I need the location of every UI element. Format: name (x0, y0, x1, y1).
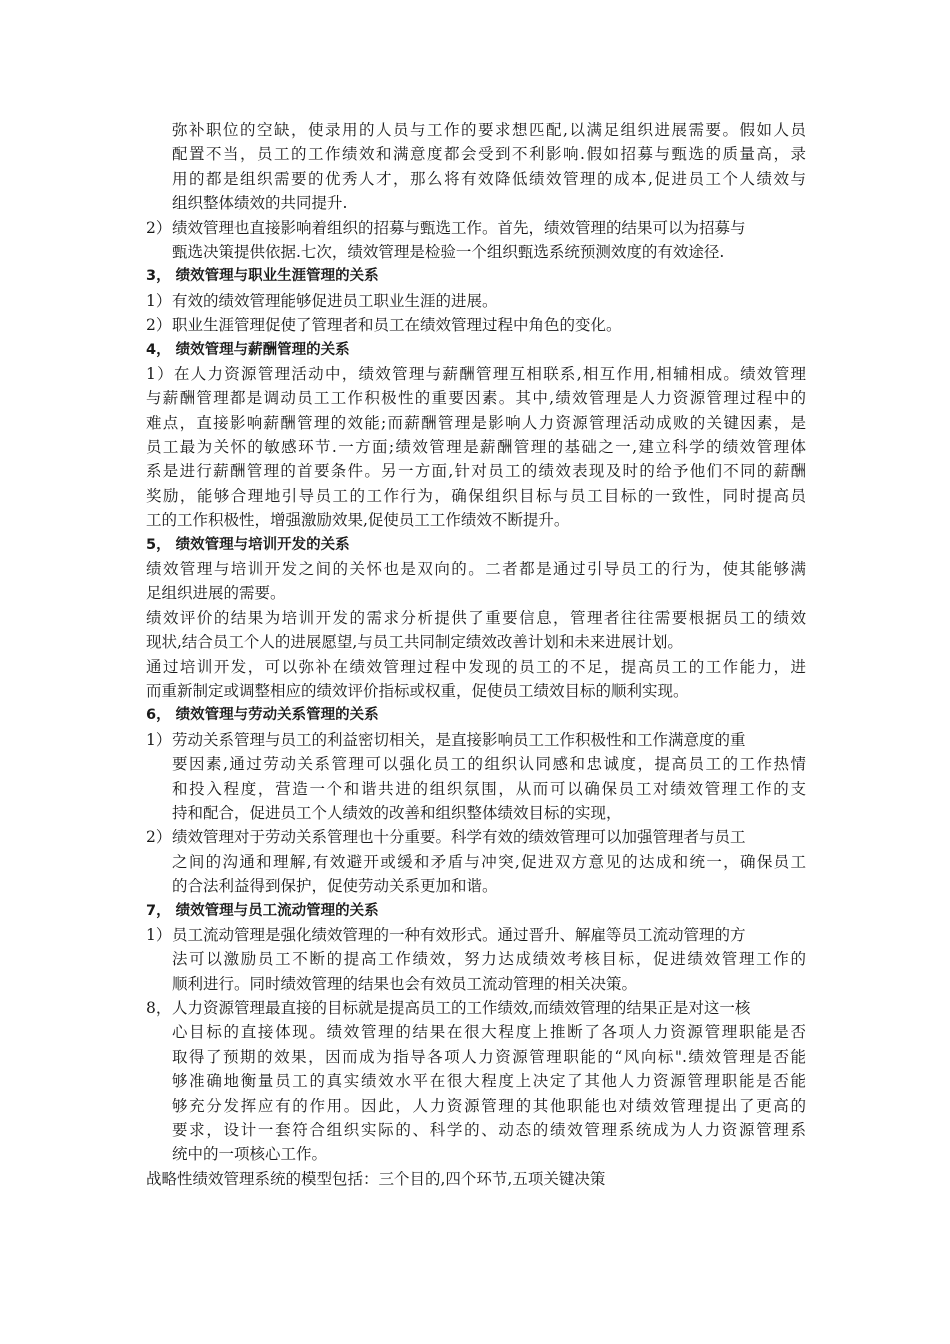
list-item (146, 825, 806, 849)
paragraph-line: 而重新制定或调整相应的绩效评价指标或权重，促使员工绩效目标的顺利实现。 (146, 681, 689, 700)
list-number: 2） (146, 316, 172, 335)
list-item-text: 绩效管理对于劳动关系管理也十分重要。科学有效的绩效管理可以加强管理者与员工 (172, 828, 746, 847)
paragraph-line: 员工最为关怀的敏感环节.一方面;绩效管理是薪酬管理的基础之一,建立科学的绩效管理体 (146, 438, 806, 457)
paragraph-line: 配置不当，员工的工作绩效和满意度都会受到不利影响.假如招募与甄选的质量高，录 (172, 145, 806, 164)
paragraph-line: 持和配合，促进员工个人绩效的改善和组织整体绩效目标的实现， (172, 803, 622, 822)
paragraph-line: 绩效评价的结果为培训开发的需求分析提供了重要信息，管理者往往需要根据员工的绩效 (146, 608, 806, 627)
paragraph-line: 组织整体绩效的共同提升. (172, 194, 348, 213)
list-number: 1） (146, 730, 172, 749)
paragraph-line: 战略性绩效管理系统的模型包括：三个目的,四个环节,五项关键决策 (146, 1169, 606, 1188)
list-item (146, 289, 806, 313)
paragraph-line: 要因素,通过劳动关系管理可以强化员工的组织认同感和忠诚度，提高员工的工作热情 (172, 755, 806, 774)
list-item (146, 728, 806, 752)
paragraph-line: 顺利进行。同时绩效管理的结果也会有效员工流动管理的相关决策。 (172, 974, 638, 993)
list-item-text: 员工流动管理是强化绩效管理的一种有效形式。通过晋升、解雇等员工流动管理的方 (172, 925, 746, 944)
paragraph-line: 要求，设计一套符合组织实际的、科学的、动态的绩效管理系统成为人力资源管理系 (172, 1121, 806, 1140)
section-heading: 3， 绩效管理与职业生涯管理的关系 (146, 268, 379, 285)
paragraph-line: 现状,结合员工个人的进展愿望,与员工共同制定绩效改善计划和未来进展计划。 (146, 633, 683, 652)
paragraph-line: 和投入程度，营造一个和谐共进的组织氛围，从而可以确保员工对绩效管理工作的支 (172, 779, 806, 798)
section-heading: 5， 绩效管理与培训开发的关系 (146, 536, 350, 553)
paragraph-line: 法可以激励员工不断的提高工作绩效，努力达成绩效考核目标，促进绩效管理工作的 (172, 950, 806, 969)
paragraph-line: 通过培训开发，可以弥补在绩效管理过程中发现的员工的不足，提高员工的工作能力，进 (146, 657, 806, 676)
paragraph-line: 之间的沟通和理解,有效避开或缓和矛盾与冲突,促进双方意见的达成和统一，确保员工 (172, 852, 806, 871)
list-item (146, 996, 806, 1020)
list-number: 8， (146, 999, 172, 1018)
paragraph-line: 心目标的直接体现。绩效管理的结果在很大程度上推断了各项人力资源管理职能是否 (172, 1023, 806, 1042)
paragraph-line: 绩效管理与培训开发之间的关怀也是双向的。二者都是通过引导员工的行为，使其能够满 (146, 560, 806, 579)
paragraph-line: 工的工作积极性，增强激励效果,促使员工工作绩效不断提升。 (146, 511, 570, 530)
paragraph-line: 1）在人力资源管理活动中，绩效管理与薪酬管理互相联系,相互作用,相辅相成。绩效管理 (146, 364, 806, 383)
list-item (146, 313, 806, 337)
paragraph-line: 系是进行薪酬管理的首要条件。另一方面,针对员工的绩效表现及时的给予他们不同的薪酬 (146, 462, 806, 481)
paragraph-line: 弥补职位的空缺，使录用的人员与工作的要求想匹配,以满足组织进展需要。假如人员 (172, 121, 806, 139)
paragraph-line: 够准确地衡量员工的真实绩效水平在很大程度上决定了其他人力资源管理职能是否能 (172, 1072, 806, 1091)
paragraph-line: 奖励，能够合理地引导员工的工作行为，确保组织目标与员工目标的一致性，同时提高员 (146, 486, 806, 505)
list-number: 1） (146, 291, 172, 310)
paragraph-line: 取得了预期的效果，因而成为指导各项人力资源管理职能的“风向标".绩效管理是否能 (172, 1047, 806, 1066)
list-number: 2） (146, 218, 172, 237)
section-heading: 4， 绩效管理与薪酬管理的关系 (146, 341, 350, 358)
paragraph-line: 用的都是组织需要的优秀人才，那么将有效降低绩效管理的成本,促进员工个人绩效与 (172, 169, 806, 188)
list-item-text: 职业生涯管理促使了管理者和员工在绩效管理过程中角色的变化。 (172, 316, 622, 335)
paragraph-line: 够充分发挥应有的作用。因此，人力资源管理的其他职能也对绩效管理提出了更高的 (172, 1096, 806, 1115)
list-item-text: 劳动关系管理与员工的利益密切相关，是直接影响员工工作积极性和工作满意度的重 (172, 730, 746, 749)
list-item (146, 216, 806, 240)
paragraph-line: 难点，直接影响薪酬管理的效能;而薪酬管理是影响人力资源管理活动成败的关键因素，是 (146, 413, 806, 432)
list-item-text: 人力资源管理最直接的目标就是提高员工的工作绩效,而绩效管理的结果正是对这一核 (172, 999, 751, 1018)
paragraph-line: 统中的一项核心工作。 (172, 1145, 328, 1164)
list-item-text: 绩效管理也直接影响着组织的招募与甄选工作。首先，绩效管理的结果可以为招募与 (172, 218, 746, 237)
section-heading: 6， 绩效管理与劳动关系管理的关系 (146, 707, 379, 724)
list-number: 2） (146, 828, 172, 847)
paragraph-line: 甄选决策提供依据.七次，绩效管理是检验一个组织甄选系统预测效度的有效途径. (172, 242, 725, 261)
section-heading: 7， 绩效管理与员工流动管理的关系 (146, 902, 379, 919)
list-item (146, 923, 806, 947)
list-item-text: 有效的绩效管理能够促进员工职业生涯的进展。 (172, 291, 498, 310)
list-number: 1） (146, 925, 172, 944)
paragraph-line: 的合法利益得到保护，促使劳动关系更加和谐。 (172, 877, 498, 896)
document-page (146, 118, 806, 1191)
paragraph-line: 与薪酬管理都是调动员工工作积极性的重要因素。其中,绩效管理是人力资源管理过程中的 (146, 389, 806, 408)
paragraph-line: 足组织进展的需要。 (146, 584, 286, 603)
